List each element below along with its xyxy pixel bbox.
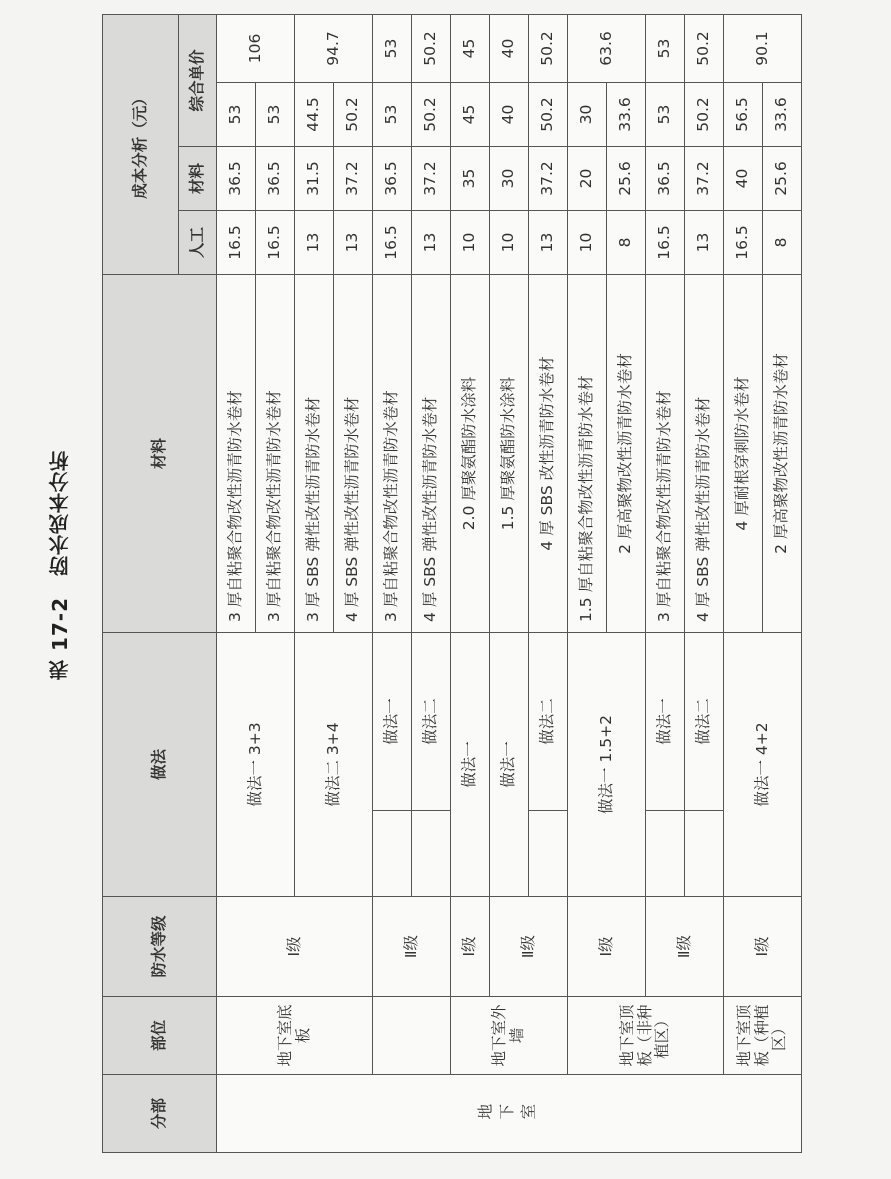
cell-zonghe: 53 [256, 82, 295, 146]
cell-rengong: 10 [451, 210, 490, 274]
cell-rengong: 16.5 [646, 210, 685, 274]
cell-zuofa: 做法一 [646, 632, 685, 810]
cell-zonghe: 44.5 [295, 82, 334, 146]
header-zonghe: 综合单价 [179, 14, 217, 146]
cell-cailiao: 4 厚耐根穿刺防水卷材 [724, 274, 763, 632]
cell-rengong: 16.5 [217, 210, 256, 274]
cell-rengong: 13 [412, 210, 451, 274]
header-cailiao: 材料 [103, 274, 217, 632]
cell-zuofa: 做法一 [373, 632, 412, 810]
table-row [490, 14, 529, 1152]
cell-rengong: 16.5 [724, 210, 763, 274]
cell-cailiao: 2.0 厚聚氨酯防水涂料 [451, 274, 490, 632]
cell-cailiao-cost: 36.5 [256, 146, 295, 210]
cell-cailiao-cost: 36.5 [217, 146, 256, 210]
cell-cailiao-cost: 37.2 [412, 146, 451, 210]
cell-zonghe: 30 [568, 82, 607, 146]
cell-zuofa-gap [412, 811, 451, 897]
cell-cailiao: 4 厚 SBS 弹性改性沥青防水卷材 [685, 274, 724, 632]
cell-dengji: Ⅰ级 [568, 897, 646, 997]
cell-cailiao: 2 厚高聚物改性沥青防水卷材 [763, 274, 802, 632]
cell-cailiao-cost: 40 [724, 146, 763, 210]
cell-rengong: 8 [607, 210, 646, 274]
cell-cailiao-cost: 37.2 [529, 146, 568, 210]
cell-cailiao-cost: 25.6 [607, 146, 646, 210]
cell-rengong: 10 [568, 210, 607, 274]
cell-zuofa: 做法二 [685, 632, 724, 810]
cell-rengong: 8 [763, 210, 802, 274]
cell-unit-price: 50.2 [529, 14, 568, 82]
header-fenbu: 分部 [103, 1075, 217, 1153]
cell-rengong: 13 [529, 210, 568, 274]
cell-cailiao-cost: 30 [490, 146, 529, 210]
cell-zuofa: 做法一 4+2 [724, 632, 802, 896]
cell-dengji: Ⅰ级 [217, 897, 373, 997]
cell-dengji: Ⅰ级 [724, 897, 802, 997]
cell-cailiao-cost: 20 [568, 146, 607, 210]
cell-cailiao: 2 厚高聚物改性沥青防水卷材 [607, 274, 646, 632]
cost-table [102, 14, 802, 1153]
cell-buwei [373, 997, 451, 1075]
cell-zuofa: 做法二 [529, 632, 568, 810]
cell-buwei: 地下室顶板（种植区） [724, 997, 802, 1075]
cell-unit-price: 53 [373, 14, 412, 82]
cell-rengong: 10 [490, 210, 529, 274]
table-row [373, 14, 412, 1152]
header-cailiao-cost: 材料 [179, 146, 217, 210]
cell-cailiao-cost: 36.5 [373, 146, 412, 210]
cell-zuofa-gap [646, 811, 685, 897]
cell-cailiao-cost: 37.2 [334, 146, 373, 210]
cell-dengji: Ⅰ级 [451, 897, 490, 997]
cell-unit-price: 63.6 [568, 14, 646, 82]
table-row [451, 14, 490, 1152]
cell-unit-price: 40 [490, 14, 529, 82]
cell-rengong: 16.5 [256, 210, 295, 274]
cell-rengong: 13 [685, 210, 724, 274]
cell-buwei: 地下室底板 [217, 997, 373, 1075]
cell-zonghe: 33.6 [763, 82, 802, 146]
table-row [646, 14, 685, 1152]
cell-dengji: Ⅱ级 [490, 897, 568, 997]
cell-zonghe: 50.2 [529, 82, 568, 146]
cell-unit-price: 53 [646, 14, 685, 82]
cell-dengji: Ⅱ级 [646, 897, 724, 997]
cell-zuofa: 做法二 3+4 [295, 632, 373, 896]
cell-rengong: 16.5 [373, 210, 412, 274]
cell-unit-price: 50.2 [685, 14, 724, 82]
cell-rengong: 13 [295, 210, 334, 274]
cell-cailiao: 1.5 厚自粘聚合物改性沥青防水卷材 [568, 274, 607, 632]
cell-zuofa: 做法一 [490, 632, 529, 896]
cell-cailiao-cost: 31.5 [295, 146, 334, 210]
cell-zonghe: 53 [373, 82, 412, 146]
cell-cailiao: 3 厚 SBS 弹性改性沥青防水卷材 [295, 274, 334, 632]
cell-unit-price: 45 [451, 14, 490, 82]
cell-cailiao-cost: 25.6 [763, 146, 802, 210]
cell-zuofa-gap [685, 811, 724, 897]
cell-zonghe: 56.5 [724, 82, 763, 146]
table-header-row [103, 14, 179, 1152]
cell-zonghe: 45 [451, 82, 490, 146]
cell-zuofa-gap [529, 811, 568, 897]
cell-cailiao: 4 厚 SBS 弹性改性沥青防水卷材 [412, 274, 451, 632]
cell-dengji: Ⅱ级 [373, 897, 451, 997]
header-dengji: 防水等级 [103, 897, 217, 997]
cell-zonghe: 50.2 [685, 82, 724, 146]
cell-zuofa: 做法一 3+3 [217, 632, 295, 896]
cell-cailiao: 4 厚 SBS 改性沥青防水卷材 [529, 274, 568, 632]
header-zuofa: 做法 [103, 632, 217, 896]
cell-cailiao-cost: 35 [451, 146, 490, 210]
cell-zonghe: 40 [490, 82, 529, 146]
cell-zonghe: 50.2 [334, 82, 373, 146]
cell-cailiao-cost: 36.5 [646, 146, 685, 210]
header-buwei: 部位 [103, 997, 217, 1075]
cell-zuofa-gap [373, 811, 412, 897]
header-rengong: 人工 [179, 210, 217, 274]
table-row [724, 14, 763, 1152]
cost-table-sheet [102, 15, 791, 1153]
page-title: 表 17-2 防水成本分析 [48, 450, 72, 681]
cell-zonghe: 33.6 [607, 82, 646, 146]
cell-zonghe: 53 [217, 82, 256, 146]
cell-buwei: 地下室顶板（非种植区） [568, 997, 724, 1075]
header-cost-group: 成本分析（元） [103, 14, 179, 274]
table-row [217, 14, 256, 1152]
cell-cailiao-cost: 37.2 [685, 146, 724, 210]
cell-fenbu: 地下室 [217, 1075, 802, 1153]
cell-unit-price: 94.7 [295, 14, 373, 82]
cell-cailiao: 3 厚自粘聚合物改性沥青防水卷材 [256, 274, 295, 632]
cell-cailiao: 3 厚自粘聚合物改性沥青防水卷材 [373, 274, 412, 632]
cell-zuofa: 做法一 [451, 632, 490, 896]
cell-zuofa: 做法一 1.5+2 [568, 632, 646, 896]
cell-zuofa: 做法二 [412, 632, 451, 810]
cell-unit-price: 90.1 [724, 14, 802, 82]
cell-cailiao: 4 厚 SBS 弹性改性沥青防水卷材 [334, 274, 373, 632]
table-row [568, 14, 607, 1152]
cell-zonghe: 53 [646, 82, 685, 146]
cell-unit-price: 106 [217, 14, 295, 82]
cell-rengong: 13 [334, 210, 373, 274]
cell-zonghe: 50.2 [412, 82, 451, 146]
cell-cailiao: 3 厚自粘聚合物改性沥青防水卷材 [217, 274, 256, 632]
cell-cailiao: 3 厚自粘聚合物改性沥青防水卷材 [646, 274, 685, 632]
cell-buwei: 地下室外墙 [451, 997, 568, 1075]
cell-unit-price: 50.2 [412, 14, 451, 82]
cell-cailiao: 1.5 厚聚氨酯防水涂料 [490, 274, 529, 632]
